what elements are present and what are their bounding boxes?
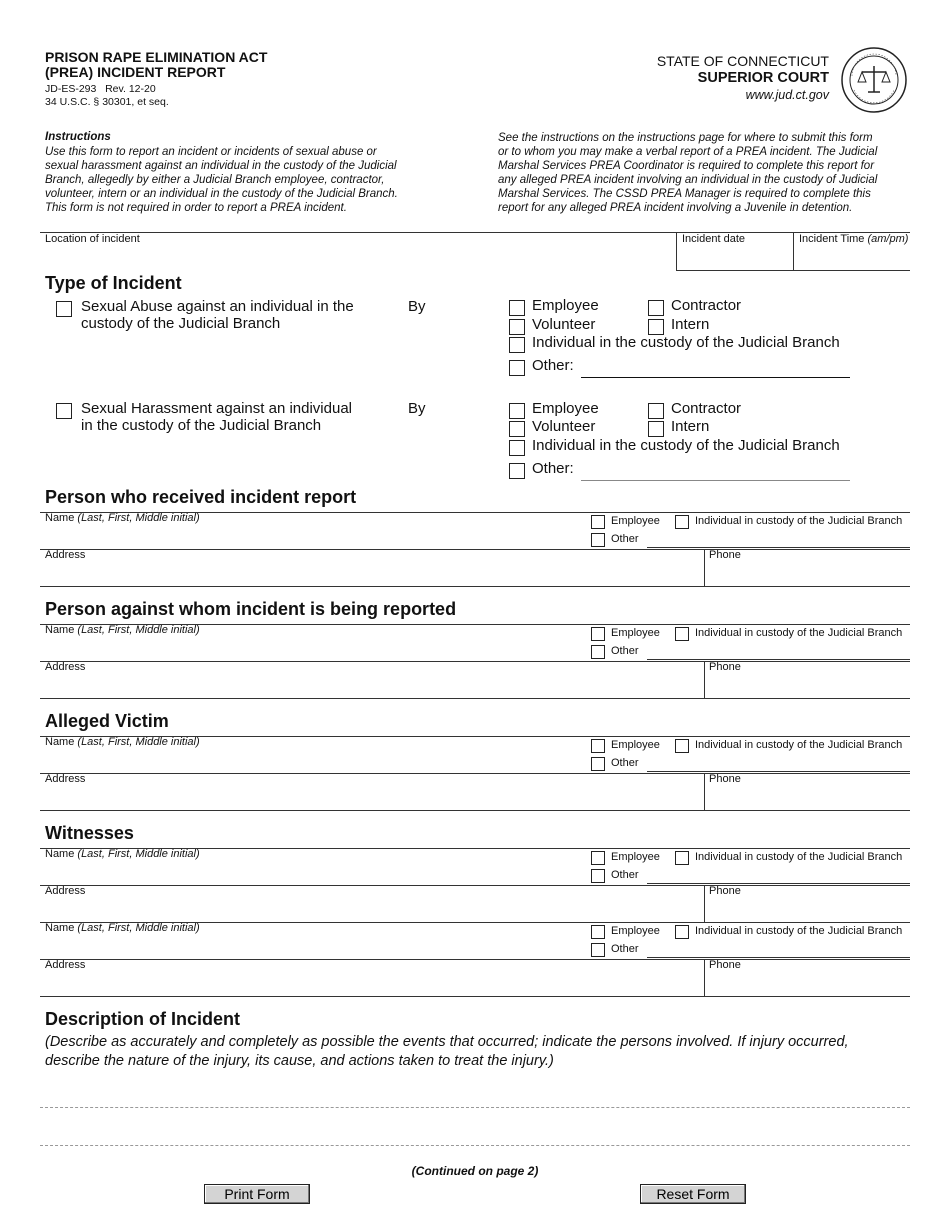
sexual-harassment-label: [81, 400, 352, 434]
witness2-address-rule: [40, 959, 910, 960]
victim-other-field[interactable]: [648, 756, 908, 770]
instructions-left-line: Branch, allegedly by either a Judicial Branch employee, contractor,: [45, 174, 385, 186]
witness1-name-hint: (Last, First, Middle initial): [77, 848, 200, 860]
instructions-left-line: sexual harassment against an individual in the custody of the Judicial: [45, 160, 397, 172]
received-bottom-rule: [40, 586, 910, 587]
against-individual-checkbox[interactable]: [675, 627, 689, 641]
against-employee-checkbox[interactable]: [591, 627, 605, 641]
abuse-contractor-checkbox[interactable]: [648, 300, 664, 316]
abuse-contractor-label: Contractor: [671, 297, 742, 314]
sexual-harassment-label-line: in the custody of the Judicial Branch: [81, 417, 322, 434]
against-name-label-text: Name: [45, 624, 75, 636]
form-title-line1: PRISON RAPE ELIMINATION ACT: [45, 49, 268, 65]
abuse-individual-label: Individual in the custody of the Judicial Branch: [532, 334, 840, 351]
received-name-field[interactable]: [45, 528, 575, 544]
description-line: [40, 1107, 910, 1108]
victim-bottom-rule: [40, 810, 910, 811]
form-number: JD-ES-293 Rev. 12-20: [45, 83, 156, 95]
witness1-individual-label: Individual in custody of the Judicial Branch: [695, 851, 903, 863]
witness2-name-field[interactable]: [45, 938, 575, 954]
instructions-right-line: See the instructions on the instructions page for where to submit this form: [498, 132, 873, 144]
witness1-individual-checkbox[interactable]: [675, 851, 689, 865]
witness1-phone-divider: [704, 885, 705, 922]
received-address-rule: [40, 549, 910, 550]
harass-intern-checkbox[interactable]: [648, 421, 664, 437]
abuse-volunteer-label: Volunteer: [532, 316, 596, 333]
harass-other-label: Other:: [532, 460, 574, 477]
witness2-employee-checkbox[interactable]: [591, 925, 605, 939]
witness1-employee-label: Employee: [611, 851, 660, 863]
harass-contractor-label: Contractor: [671, 400, 742, 417]
witness2-individual-label: Individual in custody of the Judicial Branch: [695, 925, 903, 937]
incident-time-label-text: Incident Time: [799, 233, 865, 245]
witness2-name-label: [45, 922, 200, 934]
witness2-other-field[interactable]: [648, 942, 908, 956]
instructions-left-line: Use this form to report an incident or incidents of sexual abuse or: [45, 146, 377, 158]
victim-name-field[interactable]: [45, 752, 575, 768]
instructions-left: [45, 145, 445, 215]
against-employee-label: Employee: [611, 627, 660, 639]
description-line: [40, 1145, 910, 1146]
witness1-phone-field[interactable]: [710, 902, 905, 918]
witness2-individual-checkbox[interactable]: [675, 925, 689, 939]
statute-reference: 34 U.S.C. § 30301, et seq.: [45, 96, 169, 108]
website-link[interactable]: www.jud.ct.gov: [745, 88, 829, 102]
description-instructions: [45, 1033, 849, 1071]
by-label: By: [408, 400, 426, 417]
print-form-button[interactable]: Print Form: [204, 1184, 310, 1204]
received-employee-label: Employee: [611, 515, 660, 527]
harass-other-checkbox[interactable]: [509, 463, 525, 479]
type-of-incident-heading: Type of Incident: [45, 273, 182, 293]
sexual-abuse-label-line: Sexual Abuse against an individual in the: [81, 298, 354, 315]
description-instructions-line: describe the nature of the injury, its cause, and actions taken to treat the injury.): [45, 1053, 554, 1069]
against-other-underline: [647, 659, 910, 660]
victim-employee-checkbox[interactable]: [591, 739, 605, 753]
victim-address-rule: [40, 773, 910, 774]
witness2-other-underline: [647, 957, 910, 958]
victim-name-label: [45, 736, 200, 748]
harass-employee-label: Employee: [532, 400, 599, 417]
victim-employee-label: Employee: [611, 739, 660, 751]
abuse-individual-checkbox[interactable]: [509, 337, 525, 353]
form-title: [45, 50, 267, 80]
received-other-field[interactable]: [648, 532, 908, 546]
harass-individual-checkbox[interactable]: [509, 440, 525, 456]
against-phone-divider: [704, 661, 705, 698]
victim-phone-divider: [704, 773, 705, 810]
received-name-hint: (Last, First, Middle initial): [77, 512, 200, 524]
witnesses-section-heading: Witnesses: [45, 823, 134, 843]
victim-address-field[interactable]: [45, 790, 695, 806]
received-individual-label: Individual in custody of the Judicial Branch: [695, 515, 903, 527]
harass-intern-label: Intern: [671, 418, 710, 435]
received-name-label-text: Name: [45, 512, 75, 524]
harass-volunteer-label: Volunteer: [532, 418, 596, 435]
witness1-other-checkbox[interactable]: [591, 869, 605, 883]
instructions-left-line: This form is not required in order to report a PREA incident.: [45, 202, 347, 214]
against-name-field[interactable]: [45, 640, 575, 656]
description-field[interactable]: [45, 1078, 905, 1144]
received-other-underline: [647, 547, 910, 548]
state-seal-icon: [840, 46, 908, 114]
against-other-checkbox[interactable]: [591, 645, 605, 659]
instructions-heading: Instructions: [45, 131, 111, 143]
witness1-address-field[interactable]: [45, 902, 695, 918]
sexual-abuse-label: [81, 298, 354, 332]
abuse-employee-label: Employee: [532, 297, 599, 314]
against-bottom-rule: [40, 698, 910, 699]
abuse-other-label: Other:: [532, 357, 574, 374]
against-section-heading: Person against whom incident is being reported: [45, 599, 457, 619]
witness1-name-label-text: Name: [45, 848, 75, 860]
harass-contractor-checkbox[interactable]: [648, 403, 664, 419]
against-phone-field[interactable]: [710, 678, 905, 694]
against-name-hint: (Last, First, Middle initial): [77, 624, 200, 636]
location-row-top-rule: [40, 232, 910, 233]
harass-other-underline: [581, 480, 850, 481]
victim-name-hint: (Last, First, Middle initial): [77, 736, 200, 748]
instructions-right: [498, 131, 918, 215]
witness2-other-checkbox[interactable]: [591, 943, 605, 957]
witness1-address-label: Address: [45, 885, 86, 897]
incident-date-label: Incident date: [682, 233, 745, 245]
location-row-bottom-rule: [676, 270, 910, 271]
against-other-label: Other: [611, 645, 639, 657]
received-address-label: Address: [45, 549, 86, 561]
location-label: Location of incident: [45, 233, 140, 245]
against-address-rule: [40, 661, 910, 662]
victim-individual-checkbox[interactable]: [675, 739, 689, 753]
incident-time-hint: (am/pm): [867, 233, 909, 245]
received-other-label: Other: [611, 533, 639, 545]
victim-phone-field[interactable]: [710, 790, 905, 806]
witness2-address-field[interactable]: [45, 976, 695, 992]
abuse-other-field[interactable]: [583, 360, 848, 376]
instructions-right-line: report for any alleged PREA incident involving a Juvenile in detention.: [498, 202, 853, 214]
sexual-harassment-checkbox[interactable]: [56, 403, 72, 419]
instructions-right-line: Marshal Services. The CSSD PREA Manager is required to complete this: [498, 188, 871, 200]
victim-address-label: Address: [45, 773, 86, 785]
victim-other-label: Other: [611, 757, 639, 769]
against-individual-label: Individual in custody of the Judicial Branch: [695, 627, 903, 639]
witness2-employee-label: Employee: [611, 925, 660, 937]
harass-other-field[interactable]: [583, 463, 848, 479]
witness1-phone-label: Phone: [709, 885, 741, 897]
incident-date-field[interactable]: [682, 250, 787, 266]
harass-individual-label: Individual in the custody of the Judicial Branch: [532, 437, 840, 454]
description-instructions-line: (Describe as accurately and completely as possible the events that occurred; indicate the persons involved. If injury occurred,: [45, 1034, 849, 1050]
sexual-harassment-label-line: Sexual Harassment against an individual: [81, 400, 352, 417]
victim-section-heading: Alleged Victim: [45, 711, 169, 731]
victim-other-underline: [647, 771, 910, 772]
state-name: STATE OF CONNECTICUT: [656, 53, 829, 69]
instructions-right-line: Marshal Services PREA Coordinator is required to complete this report for: [498, 160, 875, 172]
received-phone-field[interactable]: [710, 566, 905, 582]
against-address-field[interactable]: [45, 678, 695, 694]
witness2-name-hint: (Last, First, Middle initial): [77, 922, 200, 934]
against-name-label: [45, 624, 200, 636]
witness1-employee-checkbox[interactable]: [591, 851, 605, 865]
sexual-abuse-label-line: custody of the Judicial Branch: [81, 315, 281, 332]
harass-volunteer-checkbox[interactable]: [509, 421, 525, 437]
location-row-divider: [676, 232, 677, 270]
sexual-abuse-checkbox[interactable]: [56, 301, 72, 317]
location-field[interactable]: [45, 250, 665, 266]
victim-phone-label: Phone: [709, 773, 741, 785]
received-other-checkbox[interactable]: [591, 533, 605, 547]
by-label: By: [408, 298, 426, 315]
abuse-employee-checkbox[interactable]: [509, 300, 525, 316]
continued-note: (Continued on page 2): [411, 1164, 539, 1178]
instructions-right-line: any alleged PREA incident involving an individual in the custody of Judicial: [498, 174, 878, 186]
against-address-label: Address: [45, 661, 86, 673]
witness1-other-underline: [647, 883, 910, 884]
incident-time-field[interactable]: [799, 250, 904, 266]
received-individual-checkbox[interactable]: [675, 515, 689, 529]
witness2-phone-label: Phone: [709, 959, 741, 971]
witness1-address-rule: [40, 885, 910, 886]
victim-name-label-text: Name: [45, 736, 75, 748]
abuse-intern-checkbox[interactable]: [648, 319, 664, 335]
abuse-volunteer-checkbox[interactable]: [509, 319, 525, 335]
against-phone-label: Phone: [709, 661, 741, 673]
witness1-other-field[interactable]: [648, 868, 908, 882]
received-section-heading: Person who received incident report: [45, 487, 357, 507]
location-row-divider: [793, 232, 794, 270]
received-employee-checkbox[interactable]: [591, 515, 605, 529]
instructions-left-line: volunteer, intern or an individual in the custody of the Judicial Branch.: [45, 188, 398, 200]
witness2-name-label-text: Name: [45, 922, 75, 934]
received-name-label: [45, 512, 200, 524]
victim-other-checkbox[interactable]: [591, 757, 605, 771]
received-phone-label: Phone: [709, 549, 741, 561]
witness2-other-label: Other: [611, 943, 639, 955]
victim-individual-label: Individual in custody of the Judicial Branch: [695, 739, 903, 751]
witness2-phone-divider: [704, 959, 705, 996]
harass-employee-checkbox[interactable]: [509, 403, 525, 419]
abuse-other-checkbox[interactable]: [509, 360, 525, 376]
reset-form-button[interactable]: Reset Form: [640, 1184, 746, 1204]
instructions-right-line: or to whom you may make a verbal report of a PREA incident. The Judicial: [498, 146, 878, 158]
abuse-intern-label: Intern: [671, 316, 710, 333]
received-address-field[interactable]: [45, 566, 695, 582]
against-other-field[interactable]: [648, 644, 908, 658]
witness2-address-label: Address: [45, 959, 86, 971]
description-heading: Description of Incident: [45, 1009, 241, 1029]
received-phone-divider: [704, 549, 705, 586]
form-title-line2: (PREA) INCIDENT REPORT: [45, 64, 226, 80]
witnesses-bottom-rule: [40, 996, 910, 997]
witness1-other-label: Other: [611, 869, 639, 881]
witness1-name-field[interactable]: [45, 864, 575, 880]
court-name: SUPERIOR COURT: [697, 70, 829, 86]
abuse-other-underline: [581, 377, 850, 378]
witness2-phone-field[interactable]: [710, 976, 905, 992]
witness1-name-label: [45, 848, 200, 860]
incident-time-label: [799, 233, 908, 245]
